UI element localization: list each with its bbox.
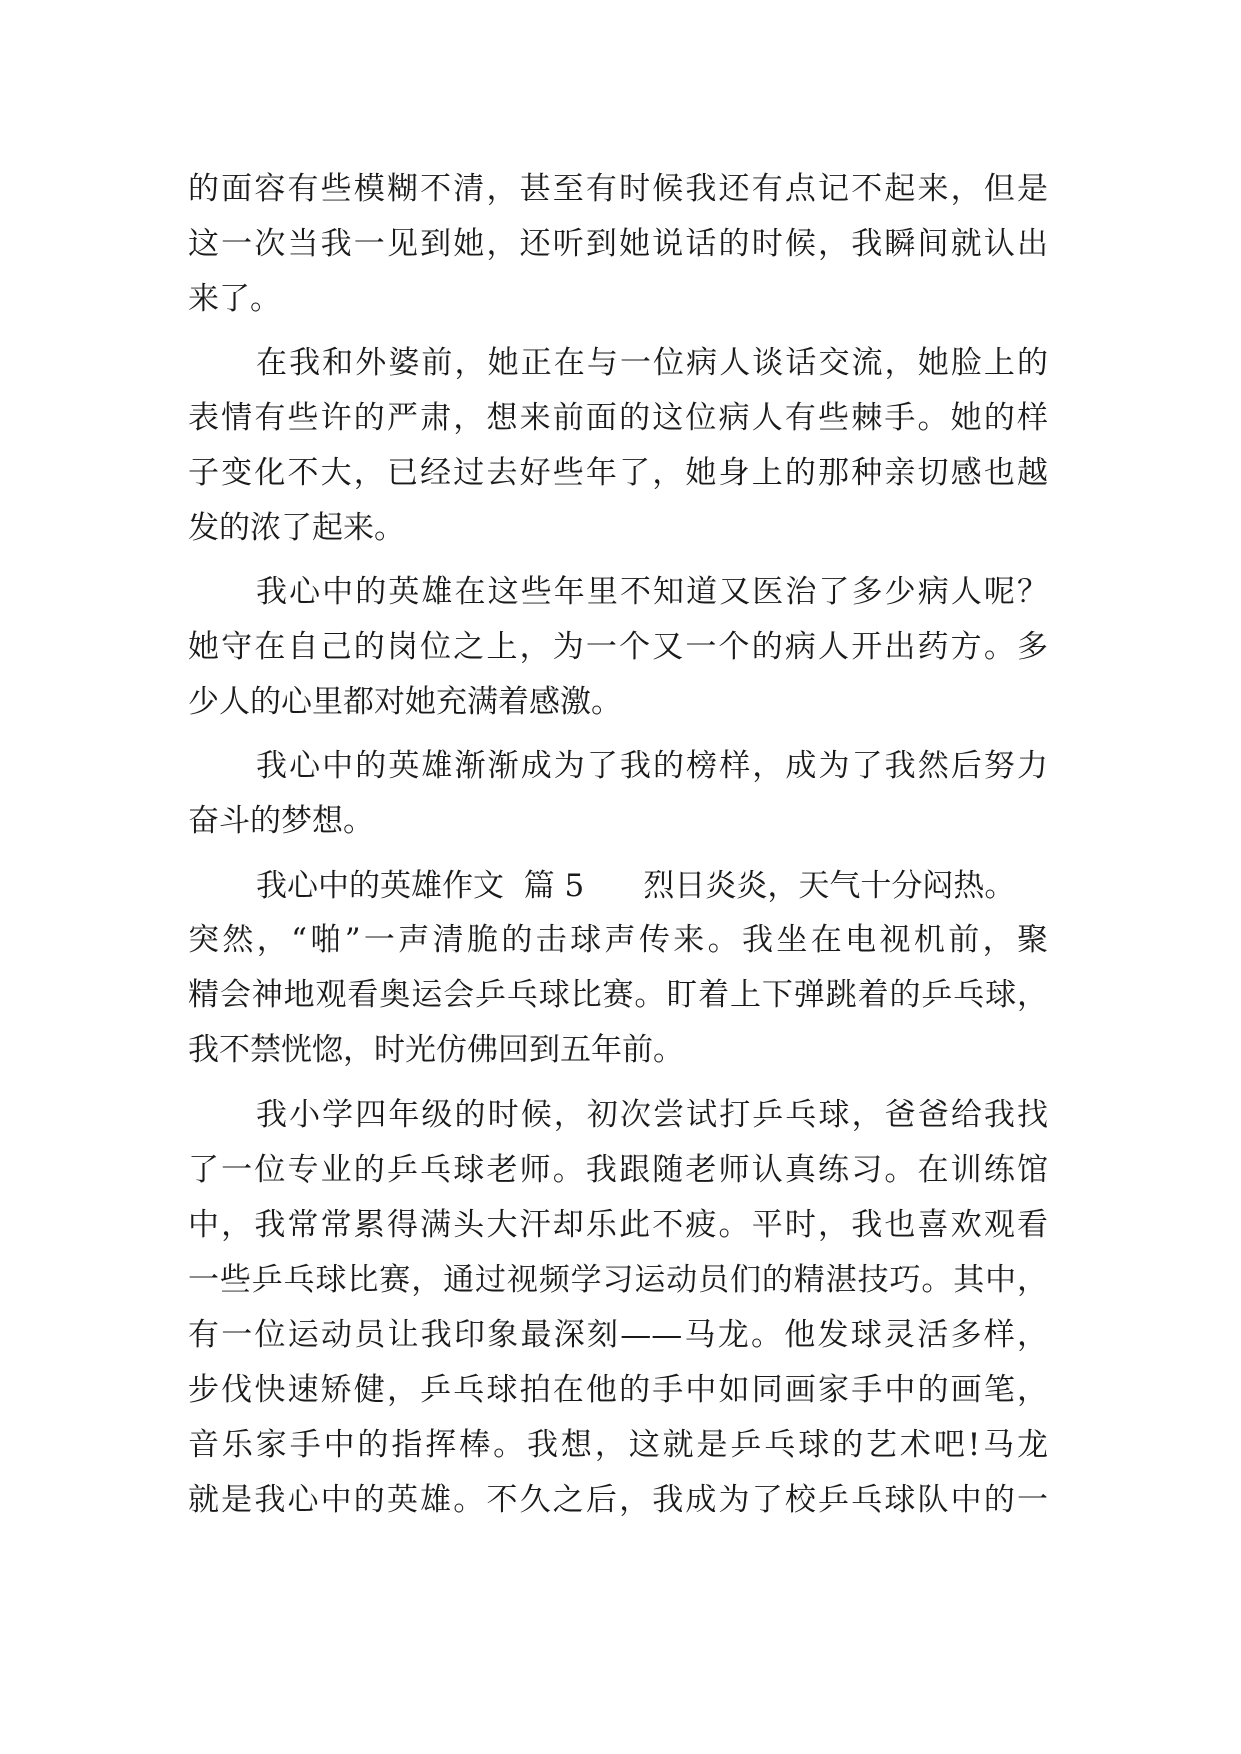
text-line: 发的浓了起来。	[188, 510, 405, 546]
text-line: 少人的心里都对她充满着感激。	[188, 684, 622, 720]
text-line: 来了。	[188, 281, 281, 317]
text-line: 子变化不大，已经过去好些年了，她身上的那种亲切感也越	[188, 455, 1048, 491]
text-line: 突然，“啪”一声清脆的击球声传来。我坐在电视机前，聚	[188, 922, 1048, 958]
text-line: 音乐家手中的指挥棒。我想，这就是乒乓球的艺术吧!马龙	[188, 1427, 1048, 1463]
text-line: 中，我常常累得满头大汗却乐此不疲。平时，我也喜欢观看	[188, 1207, 1048, 1243]
text-line: 有一位运动员让我印象最深刻——马龙。他发球灵活多样，	[188, 1317, 1048, 1353]
text-line: 我小学四年级的时候，初次尝试打乒乓球，爸爸给我找	[256, 1097, 1048, 1133]
text-line: 的面容有些模糊不清，甚至有时候我还有点记不起来，但是	[188, 171, 1048, 207]
text-line: 表情有些许的严肃，想来前面的这位病人有些棘手。她的样	[188, 400, 1048, 436]
text-line: 我心中的英雄在这些年里不知道又医治了多少病人呢？	[256, 574, 1048, 610]
section-heading-line: 我心中的英雄作文 篇 5 烈日炎炎，天气十分闷热。	[256, 868, 1016, 904]
text-line: 步伐快速矫健，乒乓球拍在他的手中如同画家手中的画笔，	[188, 1372, 1048, 1408]
text-line: 就是我心中的英雄。不久之后，我成为了校乒乓球队中的一	[188, 1482, 1048, 1518]
text-line: 奋斗的梦想。	[188, 803, 374, 839]
text-line: 了一位专业的乒乓球老师。我跟随老师认真练习。在训练馆	[188, 1152, 1048, 1188]
text-line: 在我和外婆前，她正在与一位病人谈话交流，她脸上的	[256, 345, 1048, 381]
text-line: 我心中的英雄渐渐成为了我的榜样，成为了我然后努力	[256, 748, 1048, 784]
text-line: 精会神地观看奥运会乒乓球比赛。盯着上下弹跳着的乒乓球，	[188, 977, 1048, 1013]
text-line: 她守在自己的岗位之上，为一个又一个的病人开出药方。多	[188, 629, 1048, 665]
text-line: 这一次当我一见到她，还听到她说话的时候，我瞬间就认出	[188, 226, 1048, 262]
text-line: 一些乒乓球比赛，通过视频学习运动员们的精湛技巧。其中，	[188, 1262, 1048, 1298]
text-line: 我不禁恍惚，时光仿佛回到五年前。	[188, 1032, 684, 1068]
